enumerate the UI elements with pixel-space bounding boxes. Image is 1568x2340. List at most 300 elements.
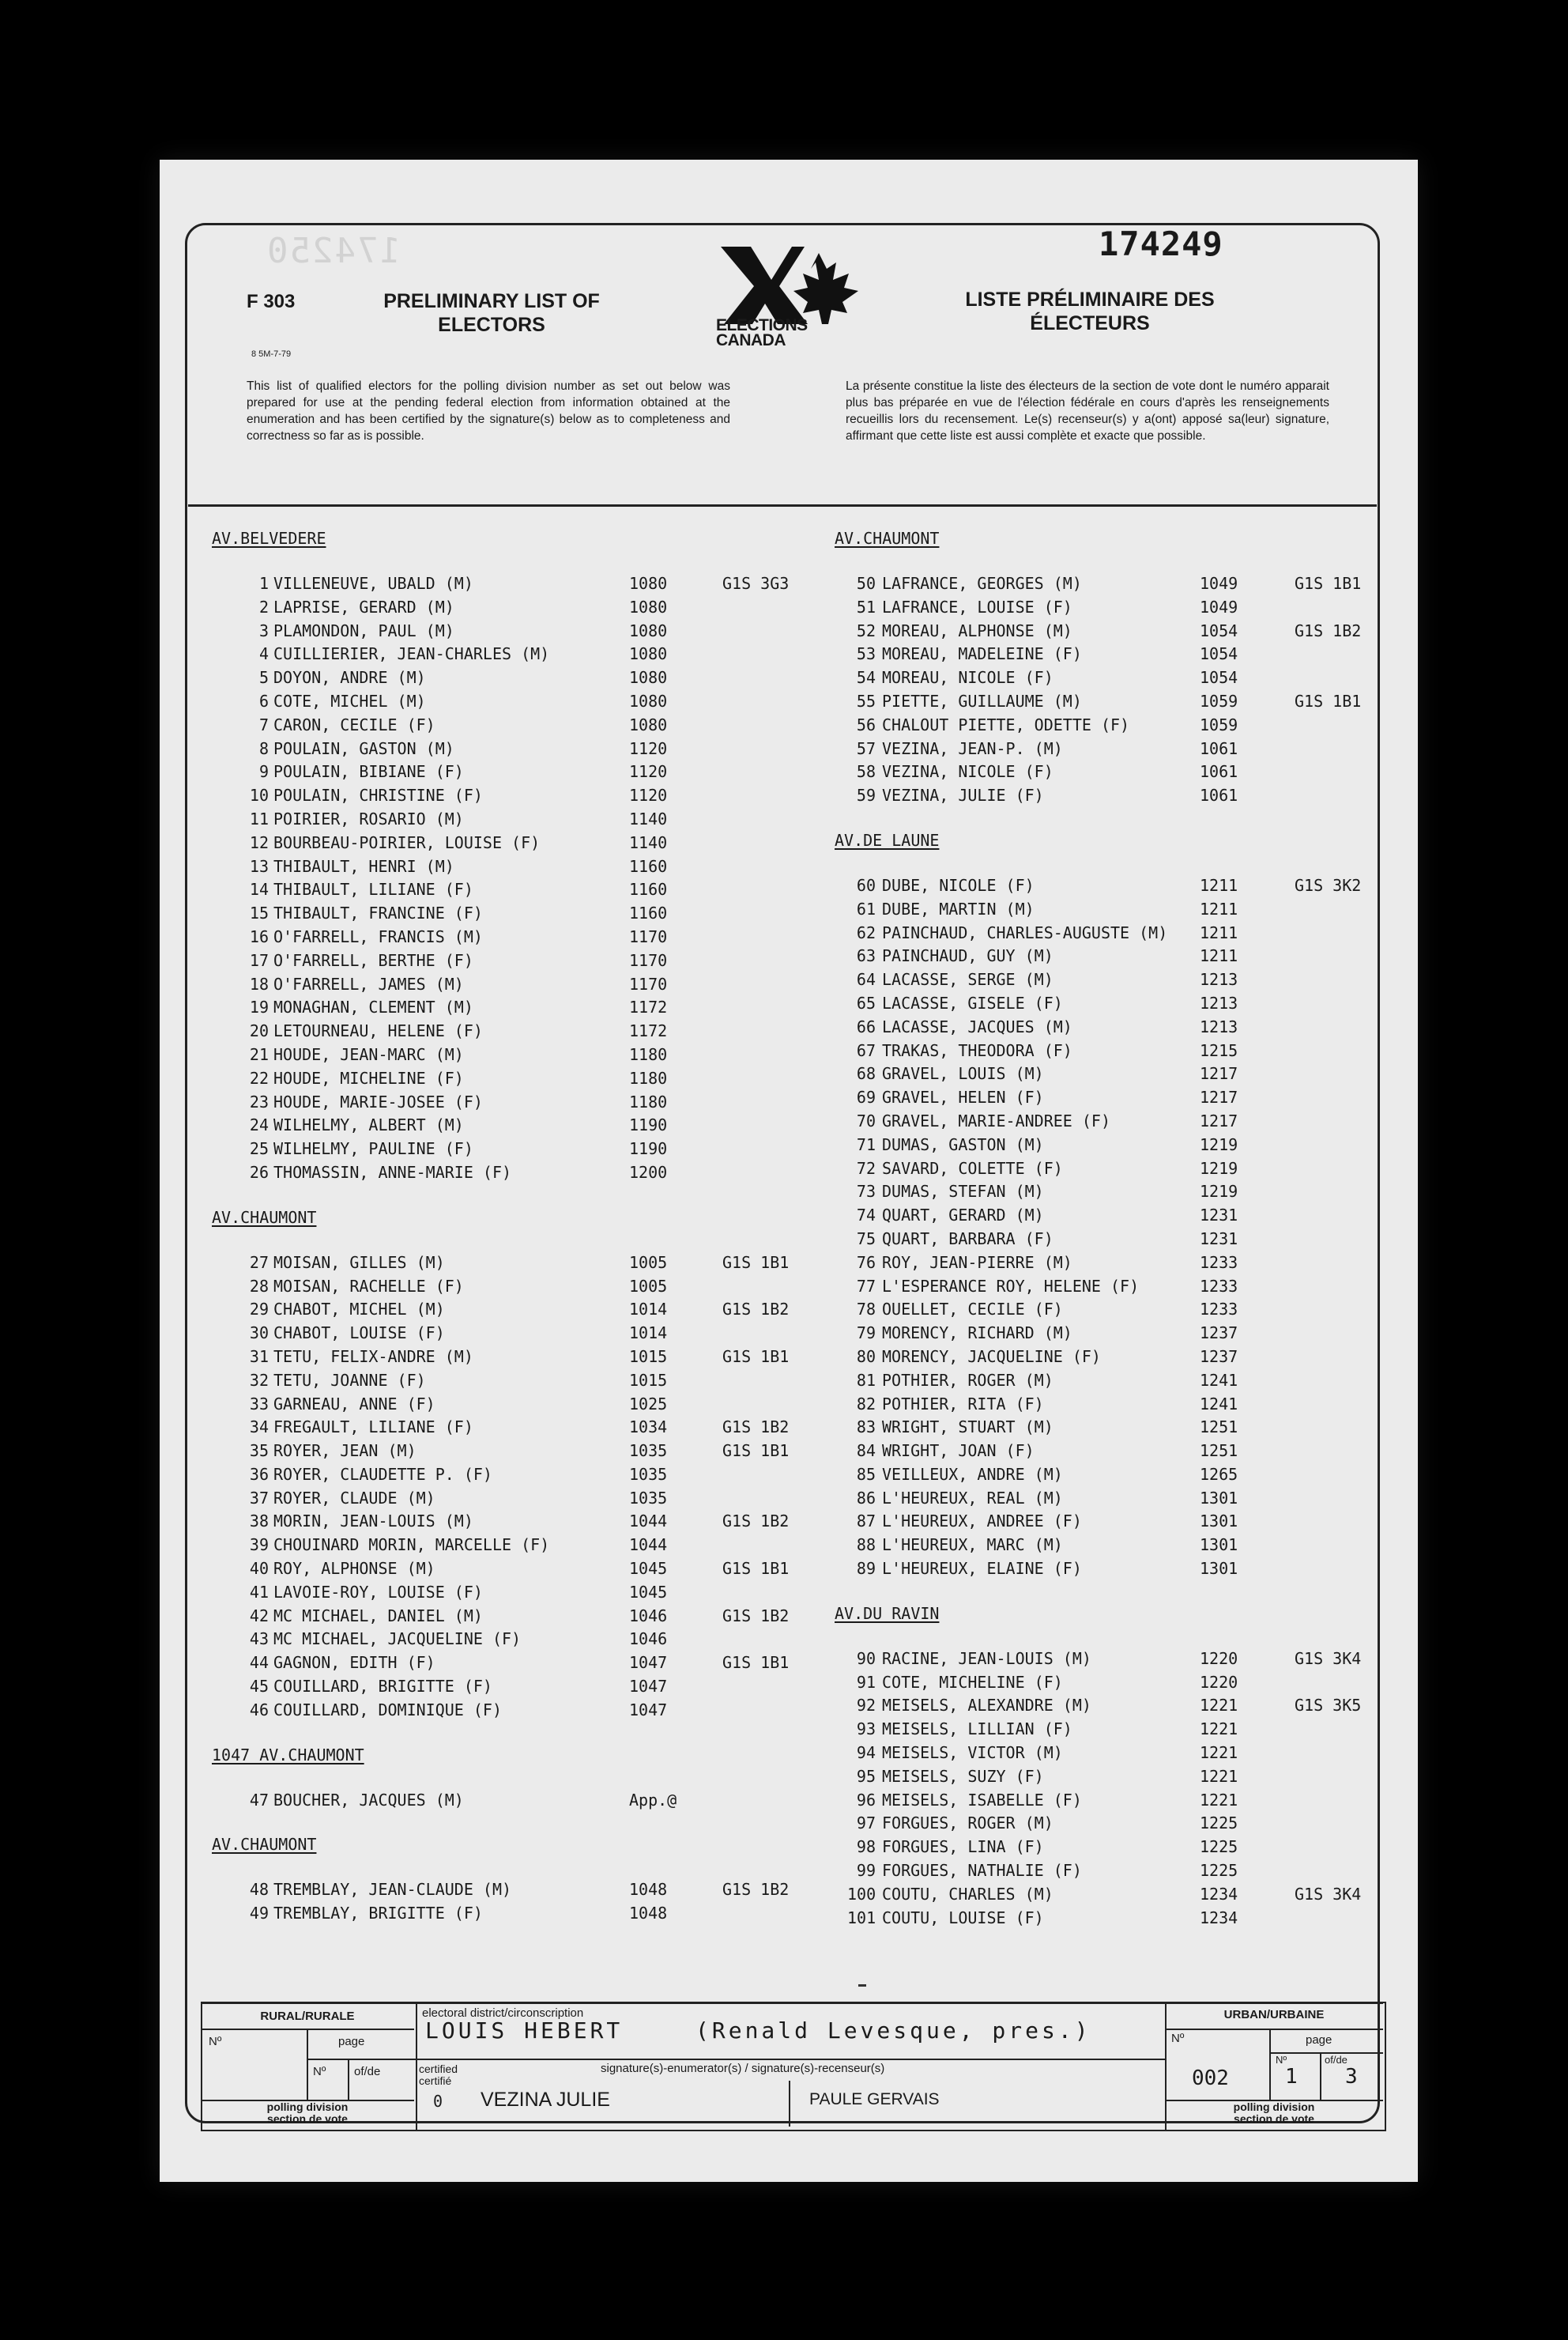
elector-number: 1 (258, 574, 269, 593)
elector-row (835, 1204, 1419, 1228)
enumerator-2: PAULE GERVAIS (809, 2090, 940, 2108)
elector-name: WILHELMY, ALBERT (M) (273, 1115, 464, 1135)
elector-name: GRAVEL, LOUIS (M) (882, 1064, 1044, 1084)
civic-number: 1015 (629, 1370, 668, 1390)
elector-row (212, 1138, 828, 1161)
certified-label (419, 2063, 458, 2087)
elector-number: 25 (249, 1139, 269, 1159)
civic-number: 1035 (629, 1464, 668, 1484)
elector-row (212, 1789, 828, 1813)
elector-row (212, 643, 828, 666)
civic-number: 1217 (1200, 1064, 1238, 1084)
certified-line-2: certifié (419, 2074, 452, 2087)
civic-number: 1237 (1200, 1346, 1238, 1366)
postal-code: G1S 1B1 (722, 1441, 790, 1461)
elector-row (212, 1440, 828, 1463)
section-gap (212, 1812, 828, 1832)
elector-row (212, 1044, 828, 1067)
elector-row (212, 1067, 828, 1091)
elector-name: QUART, GERARD (M) (882, 1206, 1044, 1225)
urban-label: URBAN/URBAINE (1223, 2008, 1325, 2021)
elector-name: CHOUINARD MORIN, MARCELLE (F) (273, 1535, 550, 1555)
civic-number: 1080 (629, 668, 668, 688)
elector-name: O'FARRELL, JAMES (M) (273, 974, 464, 994)
elector-row (835, 1322, 1419, 1346)
elector-row (835, 968, 1419, 992)
civic-number: 1046 (629, 1629, 668, 1649)
elector-number: 70 (856, 1111, 876, 1130)
elector-number: 55 (856, 691, 876, 711)
elector-row (212, 1463, 828, 1487)
civic-number: 1172 (629, 1021, 668, 1041)
elector-name: GARNEAU, ANNE (F) (273, 1394, 435, 1413)
elector-row (835, 1228, 1419, 1251)
elector-number: 86 (856, 1488, 876, 1508)
elector-name: COUILLARD, DOMINIQUE (F) (273, 1700, 502, 1719)
elector-name: MEISELS, ALEXANDRE (M) (882, 1696, 1091, 1715)
elector-name: LACASSE, SERGE (M) (882, 970, 1054, 990)
elector-name: HOUDE, MARIE-JOSEE (F) (273, 1092, 483, 1112)
civic-number: 1233 (1200, 1300, 1238, 1319)
street-heading: 1047 AV.CHAUMONT (212, 1745, 364, 1764)
civic-number: 1225 (1200, 1837, 1238, 1857)
elector-name: TETU, FELIX-ANDRE (M) (273, 1346, 473, 1366)
civic-number: 1120 (629, 786, 668, 806)
elector-number: 38 (249, 1512, 269, 1531)
civic-number: 1035 (629, 1441, 668, 1461)
civic-number: 1080 (629, 621, 668, 640)
elector-row (212, 878, 828, 902)
certified-line-1: certified (419, 2063, 458, 2075)
elector-row (212, 1557, 828, 1581)
elector-number: 96 (856, 1790, 876, 1810)
elector-number: 95 (856, 1766, 876, 1786)
rural-page-no-label: Nº (313, 2065, 326, 2078)
elector-name: THIBAULT, FRANCINE (F) (273, 904, 483, 923)
elector-row (835, 784, 1419, 808)
elector-name: L'ESPERANCE ROY, HELENE (F) (882, 1276, 1140, 1296)
urban-page-no-label: Nº (1276, 2054, 1287, 2066)
elector-row (835, 1671, 1419, 1695)
rural-vline (307, 2030, 308, 2101)
elector-number: 84 (856, 1441, 876, 1461)
title-fr: LISTE PRÉLIMINAIRE DES ÉLECTEURS (965, 289, 1215, 334)
civic-number: 1180 (629, 1092, 668, 1112)
elector-name: DOYON, ANDRE (M) (273, 668, 426, 688)
elector-name: LAPRISE, GERARD (M) (273, 597, 454, 617)
elector-number: 40 (249, 1559, 269, 1579)
civic-number: 1014 (629, 1323, 668, 1343)
elector-name: MEISELS, VICTOR (M) (882, 1743, 1063, 1763)
elector-row (835, 1298, 1419, 1322)
civic-number: 1180 (629, 1068, 668, 1088)
elector-number: 97 (856, 1814, 876, 1833)
district-label: electoral district/circonscription (422, 2006, 584, 2020)
elector-name: L'HEUREUX, MARC (M) (882, 1535, 1063, 1555)
elector-name: RACINE, JEAN-LOUIS (M) (882, 1648, 1091, 1668)
elector-row (835, 1346, 1419, 1369)
elector-row (835, 945, 1419, 968)
elector-row (835, 922, 1419, 945)
civic-number: 1211 (1200, 946, 1238, 966)
civic-number: 1301 (1200, 1488, 1238, 1508)
elector-row (212, 784, 828, 808)
postal-code: G1S 3K2 (1295, 875, 1362, 895)
elections-canada-logo (710, 242, 863, 360)
civic-number: 1231 (1200, 1228, 1238, 1248)
urban-no-value: 002 (1192, 2066, 1229, 2090)
elector-row (835, 1440, 1419, 1463)
elector-row (835, 760, 1419, 784)
civic-number: 1170 (629, 950, 668, 970)
dash-mark (858, 1984, 866, 1987)
elector-number: 82 (856, 1394, 876, 1413)
civic-number: 1219 (1200, 1182, 1238, 1202)
civic-number: 1221 (1200, 1790, 1238, 1810)
elector-name: COUTU, CHARLES (M) (882, 1884, 1054, 1904)
elector-number: 32 (249, 1370, 269, 1390)
civic-number: 1233 (1200, 1252, 1238, 1272)
heading-gap (835, 550, 1419, 572)
elector-name: ROYER, CLAUDETTE P. (F) (273, 1464, 492, 1484)
elector-name: MOISAN, GILLES (M) (273, 1252, 445, 1272)
elector-number: 26 (249, 1162, 269, 1182)
elector-row (835, 1275, 1419, 1299)
elector-number: 33 (249, 1394, 269, 1413)
civic-number: 1046 (629, 1606, 668, 1625)
elector-row (835, 620, 1419, 644)
civic-number: 1061 (1200, 762, 1238, 782)
elector-name: HOUDE, MICHELINE (F) (273, 1068, 464, 1088)
elector-row (835, 596, 1419, 620)
elector-name: BOURBEAU-POIRIER, LOUISE (F) (273, 832, 541, 852)
elector-row (212, 690, 828, 714)
elector-number: 13 (249, 856, 269, 876)
elector-number: 2 (258, 597, 269, 617)
elector-name: MOREAU, ALPHONSE (M) (882, 621, 1072, 640)
elector-number: 16 (249, 927, 269, 946)
civic-number: 1045 (629, 1559, 668, 1579)
elector-row (835, 1251, 1419, 1275)
elector-row (835, 1812, 1419, 1836)
elector-number: 73 (856, 1182, 876, 1202)
elector-row (212, 1651, 828, 1675)
elector-row (835, 643, 1419, 666)
elector-name: COUTU, LOUISE (F) (882, 1908, 1044, 1927)
section-gap (835, 1581, 1419, 1602)
elector-number: 57 (856, 738, 876, 758)
elector-number: 56 (856, 715, 876, 734)
civic-number: 1025 (629, 1394, 668, 1413)
elector-name: THIBAULT, LILIANE (F) (273, 880, 473, 900)
elector-name: PLAMONDON, PAUL (M) (273, 621, 454, 640)
elector-row (212, 1675, 828, 1699)
elector-name: VEZINA, JULIE (F) (882, 786, 1044, 806)
civic-number: 1059 (1200, 691, 1238, 711)
elector-number: 37 (249, 1488, 269, 1508)
elector-row (835, 1836, 1419, 1859)
elector-row (835, 1765, 1419, 1789)
header-divider (188, 504, 1377, 507)
elector-number: 74 (856, 1206, 876, 1225)
elector-name: TREMBLAY, JEAN-CLAUDE (M) (273, 1880, 512, 1900)
elector-row (212, 996, 828, 1020)
elector-name: MEISELS, SUZY (F) (882, 1766, 1044, 1786)
section-gap (212, 1723, 828, 1743)
elector-row (212, 738, 828, 761)
elector-name: ROYER, CLAUDE (M) (273, 1488, 435, 1508)
elector-number: 101 (847, 1908, 876, 1927)
elector-name: HOUDE, JEAN-MARC (M) (273, 1044, 464, 1064)
elector-name: TREMBLAY, BRIGITTE (F) (273, 1904, 483, 1923)
elector-name: LAFRANCE, LOUISE (F) (882, 597, 1072, 617)
elector-name: FORGUES, ROGER (M) (882, 1814, 1054, 1833)
elector-column-right (835, 526, 1419, 1930)
postal-code: G1S 1B1 (722, 1252, 790, 1272)
elector-number: 65 (856, 993, 876, 1013)
elector-name: VEZINA, JEAN-P. (M) (882, 738, 1063, 758)
civic-number: 1265 (1200, 1464, 1238, 1484)
civic-number: 1170 (629, 974, 668, 994)
polling-label-line-2: section de vote (267, 2112, 348, 2125)
elector-name: MORENCY, JACQUELINE (F) (882, 1346, 1101, 1366)
polling-label-line-1: polling division (266, 2100, 349, 2113)
elector-number: 76 (856, 1252, 876, 1272)
elector-number: 99 (856, 1861, 876, 1881)
civic-number: 1034 (629, 1417, 668, 1437)
civic-number: 1233 (1200, 1276, 1238, 1296)
civic-number: 1220 (1200, 1648, 1238, 1668)
elector-row (212, 1605, 828, 1629)
civic-number: 1217 (1200, 1088, 1238, 1108)
civic-number: 1234 (1200, 1908, 1238, 1927)
elector-row (212, 596, 828, 620)
elector-name: POULAIN, GASTON (M) (273, 738, 454, 758)
elector-row (835, 1534, 1419, 1557)
elector-row (835, 1393, 1419, 1417)
form-number: F 303 (247, 291, 296, 312)
elector-name: CARON, CECILE (F) (273, 715, 435, 734)
civic-number: 1170 (629, 927, 668, 946)
elector-name: DUMAS, STEFAN (M) (882, 1182, 1044, 1202)
elector-number: 77 (856, 1276, 876, 1296)
elector-number: 72 (856, 1158, 876, 1178)
elector-name: L'HEUREUX, ANDREE (F) (882, 1512, 1082, 1531)
civic-number: 1120 (629, 762, 668, 782)
elector-number: 3 (258, 621, 269, 640)
elector-row (212, 1393, 828, 1417)
elector-row (212, 1275, 828, 1299)
elector-number: 93 (856, 1719, 876, 1739)
civic-number: 1219 (1200, 1158, 1238, 1178)
elector-row (212, 1902, 828, 1926)
elector-number: 10 (249, 786, 269, 806)
elector-number: 58 (856, 762, 876, 782)
elector-number: 48 (249, 1880, 269, 1900)
elector-number: 30 (249, 1323, 269, 1343)
elector-number: 43 (249, 1629, 269, 1649)
elector-number: 35 (249, 1441, 269, 1461)
urban-no-label: Nº (1171, 2032, 1185, 2045)
civic-number: 1061 (1200, 738, 1238, 758)
elector-number: 81 (856, 1370, 876, 1390)
elector-number: 75 (856, 1228, 876, 1248)
urban-of-vline (1320, 2054, 1321, 2101)
elector-row (835, 1859, 1419, 1883)
civic-number: 1080 (629, 715, 668, 734)
street-heading: AV.DU RAVIN (835, 1603, 940, 1623)
elector-number: 91 (856, 1672, 876, 1692)
elector-number: 53 (856, 644, 876, 664)
civic-number: 1213 (1200, 993, 1238, 1013)
elector-number: 54 (856, 668, 876, 688)
elector-row (212, 973, 828, 997)
elector-row (835, 992, 1419, 1016)
elector-name: MONAGHAN, CLEMENT (M) (273, 998, 473, 1017)
heading-gap (212, 550, 828, 572)
civic-number: 1251 (1200, 1417, 1238, 1437)
elector-name: CHABOT, LOUISE (F) (273, 1323, 445, 1343)
postal-code: G1S 1B2 (722, 1606, 790, 1625)
elector-name: MEISELS, ISABELLE (F) (882, 1790, 1082, 1810)
civic-number: 1221 (1200, 1743, 1238, 1763)
elector-name: ROY, JEAN-PIERRE (M) (882, 1252, 1072, 1272)
elector-row (835, 1157, 1419, 1181)
elector-column-left (212, 526, 828, 1926)
elector-number: 5 (258, 668, 269, 688)
civic-number: 1035 (629, 1488, 668, 1508)
elector-name: FREGAULT, LILIANE (F) (273, 1417, 473, 1437)
civic-number: 1047 (629, 1653, 668, 1673)
elector-name: MORIN, JEAN-LOUIS (M) (273, 1512, 473, 1531)
civic-number: 1048 (629, 1880, 668, 1900)
serial-number: 174249 (1099, 225, 1223, 263)
elector-name: ROY, ALPHONSE (M) (273, 1559, 435, 1579)
postal-code: G1S 1B1 (722, 1559, 790, 1579)
elector-row (212, 1487, 828, 1511)
elector-number: 9 (258, 762, 269, 782)
elector-name: L'HEUREUX, REAL (M) (882, 1488, 1063, 1508)
elector-number: 17 (249, 950, 269, 970)
postal-code: G1S 1B2 (722, 1880, 790, 1900)
elector-row (212, 926, 828, 949)
elector-number: 47 (249, 1790, 269, 1810)
civic-number: 1301 (1200, 1512, 1238, 1531)
district-name: LOUIS HEBERT (425, 2017, 624, 2044)
elector-number: 61 (856, 899, 876, 919)
civic-number: 1049 (1200, 597, 1238, 617)
elector-row (212, 1091, 828, 1115)
elector-row (212, 1020, 828, 1044)
elector-row (212, 1510, 828, 1534)
elector-row (835, 1463, 1419, 1487)
elector-name: POIRIER, ROSARIO (M) (273, 809, 464, 828)
elector-number: 88 (856, 1535, 876, 1555)
elector-name: LACASSE, JACQUES (M) (882, 1017, 1072, 1036)
elector-row (835, 1369, 1419, 1393)
civic-number: 1221 (1200, 1696, 1238, 1715)
civic-number: 1211 (1200, 899, 1238, 919)
elector-row (212, 714, 828, 738)
elector-name: LAFRANCE, GEORGES (M) (882, 574, 1082, 593)
elector-number: 39 (249, 1535, 269, 1555)
civic-number: 1044 (629, 1512, 668, 1531)
elector-number: 67 (856, 1040, 876, 1060)
civic-number: 1211 (1200, 923, 1238, 942)
street-heading: AV.CHAUMONT (835, 529, 940, 548)
elector-name: COTE, MICHEL (M) (273, 691, 426, 711)
elector-number: 87 (856, 1512, 876, 1531)
elector-row (212, 666, 828, 690)
elector-row (212, 1581, 828, 1605)
elector-number: 28 (249, 1276, 269, 1296)
civic-number: 1219 (1200, 1134, 1238, 1154)
civic-number: 1080 (629, 597, 668, 617)
title-en: PRELIMINARY LIST OF ELECTORS (383, 290, 600, 336)
elector-row (212, 1369, 828, 1393)
elector-number: 83 (856, 1417, 876, 1437)
elector-name: POTHIER, RITA (F) (882, 1394, 1044, 1413)
civic-number: 1241 (1200, 1370, 1238, 1390)
civic-number: 1215 (1200, 1040, 1238, 1060)
elector-row (212, 1251, 828, 1275)
elector-name: LAVOIE-ROY, LOUISE (F) (273, 1582, 483, 1602)
elector-name: PAINCHAUD, CHARLES-AUGUSTE (M) (882, 923, 1168, 942)
elector-number: 64 (856, 970, 876, 990)
civic-number: 1217 (1200, 1111, 1238, 1130)
elector-number: 44 (249, 1653, 269, 1673)
elector-number: 49 (249, 1904, 269, 1923)
elector-number: 46 (249, 1700, 269, 1719)
elector-row (835, 738, 1419, 761)
civic-number: 1200 (629, 1162, 668, 1182)
postal-code: G1S 1B2 (1295, 621, 1362, 640)
elector-name: THOMASSIN, ANNE-MARIE (F) (273, 1162, 512, 1182)
civic-number: 1160 (629, 856, 668, 876)
elector-name: DUBE, NICOLE (F) (882, 875, 1035, 895)
elector-number: 6 (258, 691, 269, 711)
elector-row (212, 1878, 828, 1902)
elector-number: 89 (856, 1559, 876, 1579)
postal-code: G1S 1B1 (1295, 691, 1362, 711)
reversed-stamp: 174250 (266, 231, 401, 271)
elector-name: TETU, JOANNE (F) (273, 1370, 426, 1390)
district-note: (Renald Levesque, pres.) (695, 2017, 1091, 2044)
elector-name: POULAIN, CHRISTINE (F) (273, 786, 483, 806)
elector-row (212, 855, 828, 879)
section-gap (212, 1185, 828, 1206)
civic-number: 1015 (629, 1346, 668, 1366)
elector-name: LACASSE, GISELE (F) (882, 993, 1063, 1013)
urban-of-label: of/de (1325, 2054, 1348, 2066)
elector-name: PIETTE, GUILLAUME (M) (882, 691, 1082, 711)
civic-number: 1251 (1200, 1441, 1238, 1461)
civic-number: 1213 (1200, 970, 1238, 990)
civic-number: 1044 (629, 1535, 668, 1555)
elector-name: POTHIER, ROGER (M) (882, 1370, 1054, 1390)
postal-code: G1S 1B1 (1295, 574, 1362, 593)
elector-row (835, 714, 1419, 738)
elector-row (835, 1180, 1419, 1204)
postal-code: G1S 1B1 (722, 1346, 790, 1366)
elector-row (835, 1416, 1419, 1440)
elector-name: MOREAU, NICOLE (F) (882, 668, 1054, 688)
postal-code: G1S 3K5 (1295, 1696, 1362, 1715)
elector-number: 80 (856, 1346, 876, 1366)
elector-row (835, 1647, 1419, 1671)
civic-number: 1241 (1200, 1394, 1238, 1413)
civic-number: 1234 (1200, 1884, 1238, 1904)
